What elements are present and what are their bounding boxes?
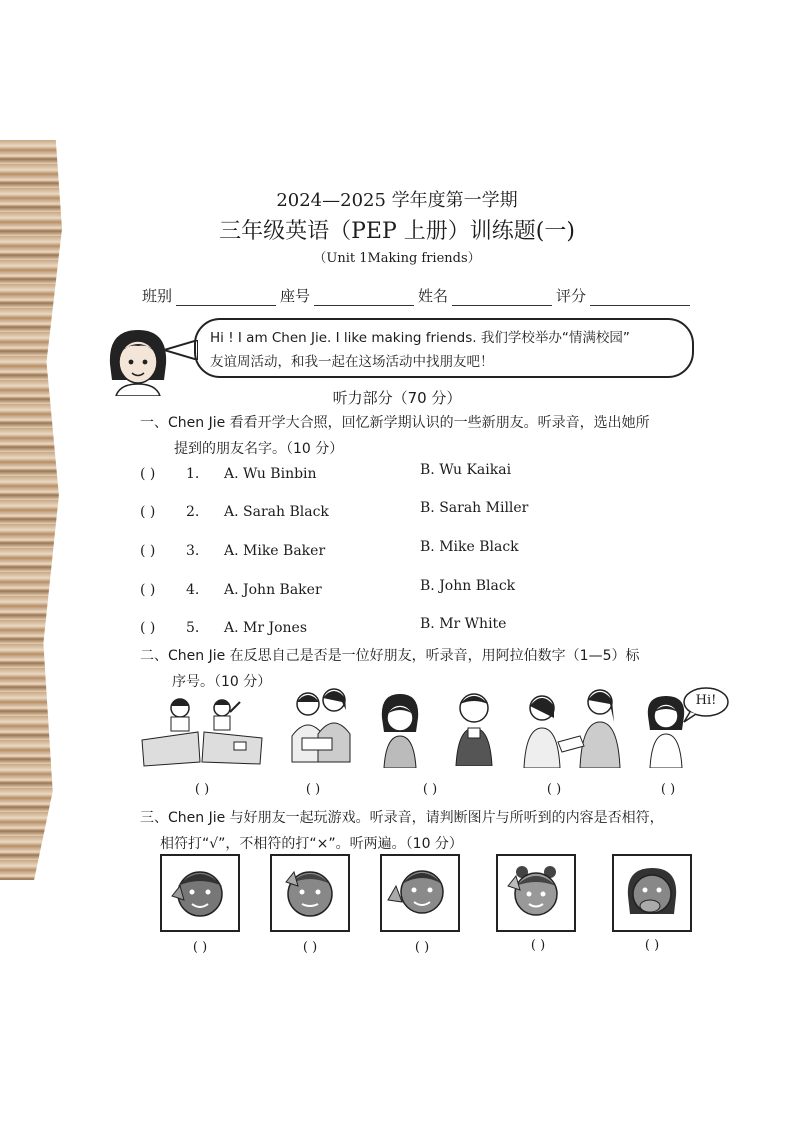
q3-line-1: 三、Chen Jie 与好朋友一起玩游戏。听录音，请判断图片与所听到的内容是否相符， bbox=[140, 810, 664, 826]
q3-answer-paren[interactable]: ( ) bbox=[302, 940, 318, 955]
answer-paren[interactable]: ( ) bbox=[140, 620, 156, 636]
speech-bubble bbox=[194, 318, 694, 378]
exam-title: 三年级英语（PEP 上册）训练题(一) bbox=[219, 219, 575, 244]
unit-subtitle: （Unit 1Making friends） bbox=[313, 251, 481, 266]
answer-paren[interactable]: ( ) bbox=[140, 466, 156, 482]
score-label: 评分 bbox=[556, 287, 587, 305]
picture-box-1 bbox=[160, 854, 240, 932]
question-3-instructions bbox=[140, 805, 700, 857]
item-number: 4. bbox=[186, 582, 200, 598]
option-a: A. Mike Baker bbox=[224, 543, 326, 559]
listening-section-title: 听力部分（70 分） bbox=[332, 389, 462, 407]
q1-item bbox=[140, 578, 560, 606]
girl-covering-mouth-icon bbox=[614, 856, 690, 930]
boy-portrait-illustration bbox=[452, 686, 496, 766]
school-year-line: 2024—2025 学年度第一学期 bbox=[276, 190, 518, 211]
q2-line-1: 二、Chen Jie 在反思自己是否是一位好朋友，听录音，用阿拉伯数字（1—5）标 bbox=[140, 648, 640, 664]
option-b: B. Mike Black bbox=[420, 539, 519, 555]
boy-touching-head-icon bbox=[272, 856, 348, 930]
q1-item bbox=[140, 500, 560, 528]
q3-answer-paren[interactable]: ( ) bbox=[192, 940, 208, 955]
q2-line-2: 序号。（10 分） bbox=[172, 674, 272, 690]
q2-answer-paren[interactable]: ( ) bbox=[660, 782, 676, 797]
hi-speech-text: Hi! bbox=[695, 693, 717, 708]
question-1-instructions bbox=[140, 410, 700, 462]
option-a: A. Sarah Black bbox=[224, 504, 329, 520]
q1-item bbox=[140, 616, 560, 644]
intro-line-2: 友谊周活动，和我一起在这场活动中找朋友吧！ bbox=[210, 354, 494, 370]
answer-paren[interactable]: ( ) bbox=[140, 504, 156, 520]
score-blank[interactable] bbox=[590, 289, 690, 306]
class-label: 班别 bbox=[142, 287, 173, 305]
girl-portrait-illustration bbox=[378, 692, 422, 768]
q2-answer-paren[interactable]: ( ) bbox=[194, 782, 210, 797]
picture-box-5 bbox=[612, 854, 692, 932]
picture-box-4 bbox=[496, 854, 576, 932]
item-number: 5. bbox=[186, 620, 200, 636]
name-label: 姓名 bbox=[418, 287, 449, 305]
item-number: 2. bbox=[186, 504, 200, 520]
q3-answer-paren[interactable]: ( ) bbox=[530, 938, 546, 953]
q2-answer-paren[interactable]: ( ) bbox=[305, 782, 321, 797]
option-b: B. Wu Kaikai bbox=[420, 462, 512, 478]
item-number: 3. bbox=[186, 543, 200, 559]
q2-answer-paren[interactable]: ( ) bbox=[546, 782, 562, 797]
answer-paren[interactable]: ( ) bbox=[140, 582, 156, 598]
q1-item bbox=[140, 462, 560, 490]
intro-line-1: Hi ! I am Chen Jie. I like making friends. 我们学校举办“情满校园” bbox=[210, 330, 630, 346]
two-girls-reading-illustration bbox=[286, 684, 356, 766]
boy-touching-face-icon bbox=[162, 856, 238, 930]
option-a: A. Mr Jones bbox=[224, 620, 308, 636]
girl-with-buns-icon bbox=[498, 856, 574, 930]
q1-line-1: 一、Chen Jie 看看开学大合照，回忆新学期认识的一些新朋友。听录音，选出她所 bbox=[140, 415, 650, 431]
girls-sharing-book-illustration bbox=[514, 684, 626, 768]
q3-answer-paren[interactable]: ( ) bbox=[414, 940, 430, 955]
chen-jie-portrait bbox=[102, 324, 174, 396]
class-blank[interactable] bbox=[176, 289, 276, 306]
name-blank[interactable] bbox=[452, 289, 552, 306]
answer-paren[interactable]: ( ) bbox=[140, 543, 156, 559]
option-a: A. Wu Binbin bbox=[224, 466, 317, 482]
q1-line-2: 提到的朋友名字。（10 分） bbox=[174, 441, 344, 457]
picture-box-2 bbox=[270, 854, 350, 932]
seat-label: 座号 bbox=[280, 287, 311, 305]
picture-box-3 bbox=[380, 854, 460, 932]
intro-panel bbox=[102, 318, 696, 390]
option-b: B. Sarah Miller bbox=[420, 500, 529, 516]
student-info-line bbox=[142, 285, 694, 306]
seat-blank[interactable] bbox=[314, 289, 414, 306]
kids-at-desks-illustration bbox=[138, 690, 266, 770]
q3-answer-paren[interactable]: ( ) bbox=[644, 938, 660, 953]
option-a: A. John Baker bbox=[224, 582, 322, 598]
bubble-tail bbox=[164, 340, 198, 360]
q1-item bbox=[140, 539, 560, 567]
option-b: B. John Black bbox=[420, 578, 516, 594]
boy-waving-icon bbox=[382, 856, 458, 930]
option-b: B. Mr White bbox=[420, 616, 507, 632]
item-number: 1. bbox=[186, 466, 200, 482]
q3-line-2: 相符打“√”，不相符的打“×”。听两遍。（10 分） bbox=[160, 836, 463, 852]
q2-answer-paren[interactable]: ( ) bbox=[422, 782, 438, 797]
